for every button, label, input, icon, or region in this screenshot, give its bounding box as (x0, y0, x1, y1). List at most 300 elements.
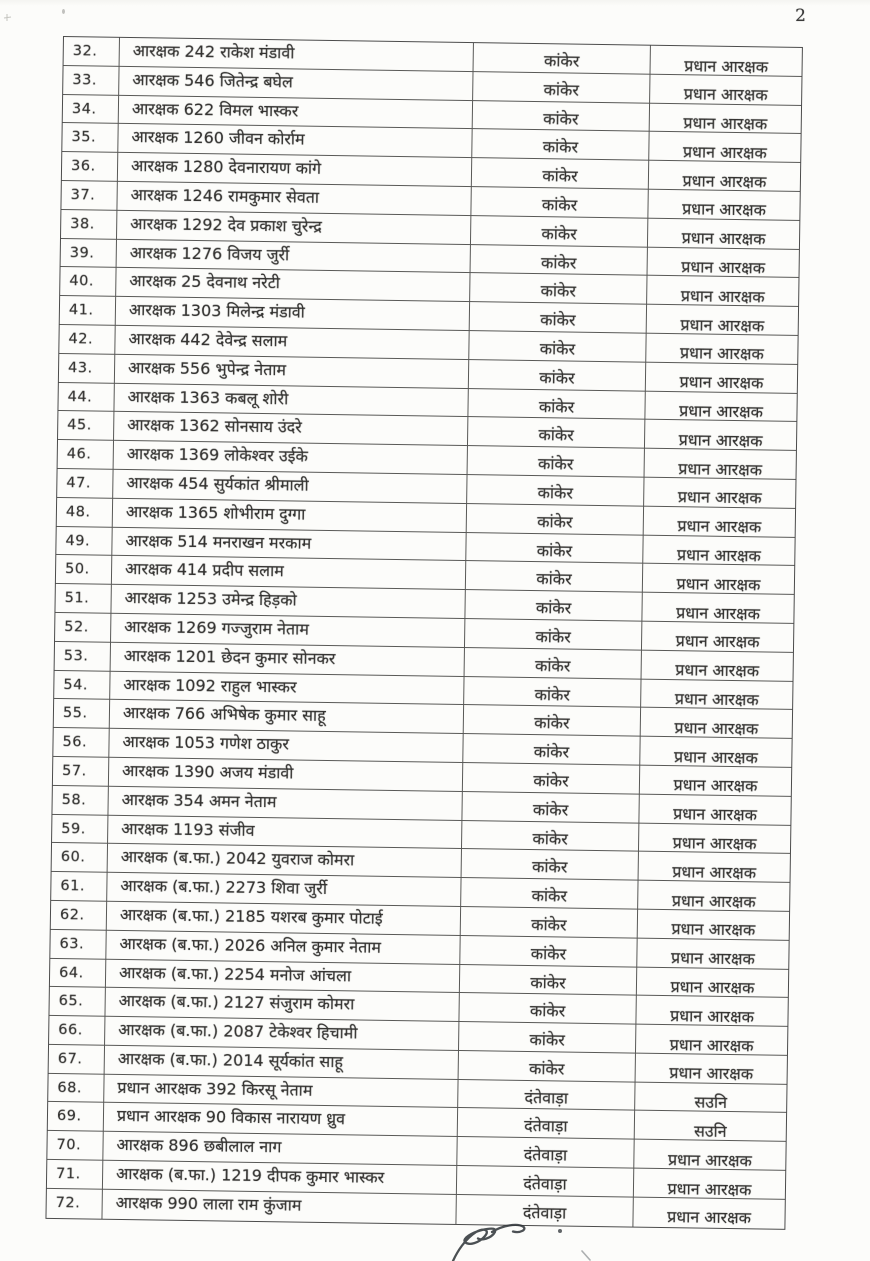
person-name-cell (118, 124, 472, 157)
promotion-rank: प्रधान आरक्षक (672, 861, 757, 883)
person-name-cell (115, 326, 469, 359)
serial-number: 37. (70, 187, 96, 204)
promotion-rank: प्रधान आरक्षक (682, 142, 767, 163)
promotion-rank: प्रधान आरक्षक (675, 660, 760, 681)
person-name-cell (114, 441, 468, 474)
serial-number: 47. (66, 475, 92, 492)
district: कांकेर (533, 770, 569, 791)
district-cell (468, 446, 645, 476)
district-cell (466, 533, 643, 563)
promotion-rank: प्रधान आरक्षक (673, 746, 758, 768)
district: कांकेर (535, 598, 572, 618)
serial-number: 33. (72, 71, 98, 89)
serial-number: 50. (64, 561, 90, 578)
person-name: आरक्षक 514 मनराखन मरकाम (125, 530, 312, 553)
person-name: आरक्षक 1246 रामकुमार सेवता (130, 185, 320, 207)
rank-cell (649, 161, 800, 191)
person-name-cell (107, 902, 461, 935)
person-name: आरक्षक (ब.फा.) 2127 संजुराम कोमरा (118, 991, 355, 1014)
district: दंतेवाड़ा (524, 1116, 568, 1137)
serial-number-cell (60, 296, 116, 325)
person-name: प्रधान आरक्षक 90 विकास नारायण ध्रुव (116, 1106, 346, 1129)
serial-number-cell (54, 699, 110, 728)
serial-number-cell (63, 66, 119, 95)
district-cell (458, 1108, 635, 1138)
serial-number: 44. (67, 388, 93, 406)
serial-number-cell (58, 411, 114, 440)
person-name-cell (102, 1190, 456, 1224)
district: दंतेवाड़ा (524, 1087, 569, 1108)
person-name: आरक्षक 556 भुपेन्द्र नेताम (127, 357, 287, 380)
promotion-rank: प्रधान आरक्षक (682, 170, 767, 192)
person-name: आरक्षक (ब.फा.) 2185 यशरब कुमार पोटाई (119, 904, 383, 928)
rank-cell (635, 1111, 786, 1141)
person-name-cell (108, 815, 462, 848)
promotion-rank: प्रधान आरक्षक (681, 257, 766, 278)
person-name: आरक्षक 242 राकेश मंडावी (132, 41, 295, 63)
promotion-rank: प्रधान आरक्षक (679, 401, 763, 422)
person-name: आरक्षक 1280 देवनारायण कांगे (130, 156, 322, 179)
district: कांकेर (543, 108, 579, 129)
district-cell (465, 648, 642, 678)
person-name: आरक्षक 1253 उमेन्द्र हिड़को (124, 588, 297, 610)
serial-number-cell (57, 498, 113, 527)
rank-cell (639, 794, 790, 824)
serial-number-cell (50, 958, 106, 987)
person-name: आरक्षक 1362 सोनसाय उंदरे (127, 415, 302, 437)
serial-number: 56. (62, 734, 88, 751)
promotion-rank: प्रधान आरक्षक (683, 113, 768, 134)
serial-number: 63. (59, 935, 85, 953)
person-name-cell (111, 585, 465, 618)
serial-number-cell (56, 555, 112, 584)
person-name-cell (114, 383, 468, 416)
district-cell (474, 43, 651, 73)
serial-number-cell (53, 757, 109, 786)
promotion-rank: प्रधान आरक्षक (675, 631, 760, 652)
district-cell (464, 705, 641, 735)
district-cell (469, 331, 646, 361)
serial-number-cell (62, 123, 118, 152)
person-name: आरक्षक 990 लाला राम कुंजाम (115, 1192, 302, 1215)
serial-number-cell (56, 527, 112, 556)
person-name-cell (116, 268, 470, 301)
district: कांकेर (534, 655, 571, 676)
promotion-rank: प्रधान आरक्षक (674, 717, 759, 739)
rank-cell (644, 506, 795, 536)
district-cell (462, 821, 639, 851)
serial-number: 60. (60, 849, 86, 866)
rank-cell (633, 1197, 784, 1228)
serial-number: 49. (65, 532, 91, 550)
rank-cell (647, 305, 798, 335)
promotion-rank: प्रधान आरक्षक (684, 55, 769, 76)
rank-cell (637, 967, 788, 997)
district: कांकेर (535, 627, 571, 647)
person-name: आरक्षक 1369 लोकेश्वर उईके (126, 444, 309, 466)
person-name-cell (112, 556, 466, 589)
rank-cell (634, 1169, 785, 1199)
serial-number: 72. (55, 1194, 81, 1212)
district-cell (465, 619, 642, 649)
person-name-cell (115, 355, 469, 388)
promotion-rank: प्रधान आरक्षक (680, 286, 765, 307)
person-name-cell (119, 67, 473, 100)
person-name: आरक्षक 1292 देव प्रकाश चुरेन्द्र (130, 213, 323, 236)
district-cell (465, 590, 642, 620)
promotion-rank: प्रधान आरक्षक (676, 574, 761, 595)
serial-number: 46. (66, 446, 92, 463)
person-name-cell (120, 38, 474, 71)
person-name: आरक्षक 1363 कबलू शोरी (127, 386, 289, 408)
serial-number-cell (49, 1045, 105, 1074)
district: कांकेर (533, 742, 570, 762)
district: कांकेर (531, 914, 567, 935)
person-name-cell (105, 1017, 459, 1050)
promotion-rank: प्रधान आरक्षक (683, 84, 768, 105)
district-cell (457, 1166, 634, 1196)
serial-number-cell (50, 930, 106, 959)
district-cell (457, 1137, 634, 1167)
district-cell (473, 72, 650, 102)
serial-number: 71. (55, 1166, 81, 1183)
person-name-cell (118, 153, 472, 186)
serial-number: 34. (71, 100, 97, 118)
serial-number: 57. (61, 762, 87, 780)
district-cell (466, 561, 643, 591)
rank-cell (638, 910, 789, 940)
district: कांकेर (531, 886, 568, 906)
serial-number-cell (58, 383, 114, 412)
rank-cell (640, 737, 791, 767)
person-name: आरक्षक 1269 गज्जुराम नेताम (124, 616, 310, 639)
serial-number-cell (52, 786, 108, 815)
rank-cell (644, 478, 795, 508)
person-name: आरक्षक 1260 जीवन कोर्राम (131, 127, 305, 149)
district-cell (464, 677, 641, 707)
rank-cell (650, 103, 801, 133)
promotion-rank: प्रधान आरक्षक (677, 516, 762, 537)
district-cell (470, 302, 647, 332)
person-name: आरक्षक 1053 गणेश ठाकुर (122, 732, 290, 754)
person-name: आरक्षक 1276 विजय जुर्री (129, 242, 290, 264)
person-name: आरक्षक 546 जितेन्द्र बघेल (132, 69, 293, 92)
person-name: आरक्षक 1365 शोभीराम दुग्गा (125, 501, 306, 524)
rank-cell (648, 247, 799, 277)
district: कांकेर (536, 540, 573, 561)
serial-number-cell (55, 613, 111, 642)
promotion-rank: प्रधान आरक्षक (667, 1149, 752, 1171)
person-name: आरक्षक 414 प्रदीप सलाम (124, 559, 284, 581)
district: दंतेवाड़ा (523, 1145, 568, 1165)
serial-number: 70. (56, 1137, 82, 1154)
promotion-rank: प्रधान आरक्षक (678, 458, 763, 480)
district-cell (471, 187, 648, 217)
district-cell (458, 1080, 635, 1110)
promotion-rank: प्रधान आरक्षक (677, 487, 762, 508)
person-name: आरक्षक 1390 अजय मंडावी (121, 760, 294, 783)
rank-cell (636, 1054, 787, 1084)
scan-speck-icon (3, 13, 12, 22)
district: कांकेर (532, 799, 569, 820)
district-cell (471, 245, 648, 275)
serial-number-cell (63, 95, 119, 124)
rank-cell (645, 391, 796, 421)
serial-number: 58. (61, 791, 87, 809)
rank-cell (645, 420, 796, 450)
page-number: 2 (795, 6, 806, 26)
rank-cell (643, 535, 794, 565)
rank-cell (647, 276, 798, 306)
serial-number: 69. (56, 1108, 82, 1125)
serial-number: 41. (68, 302, 94, 319)
person-name-cell (104, 1074, 458, 1107)
rank-cell (638, 881, 789, 911)
district-cell (459, 993, 636, 1023)
serial-number-cell (55, 584, 111, 613)
promotion-rank: प्रधान आरक्षक (680, 314, 765, 336)
person-name-cell (109, 758, 463, 791)
district: कांकेर (534, 713, 570, 733)
person-name-cell (113, 470, 467, 503)
serial-number-cell (60, 267, 116, 296)
rank-cell (646, 362, 797, 392)
district-cell (470, 273, 647, 303)
person-name-cell (106, 930, 460, 963)
serial-number: 67. (57, 1050, 83, 1068)
promotion-rank: सउनि (694, 1092, 728, 1113)
rank-cell (634, 1140, 785, 1170)
person-name: आरक्षक (ब.फा.) 2026 अनिल कुमार नेताम (119, 933, 382, 957)
promotion-rank: प्रधान आरक्षक (667, 1178, 752, 1199)
person-name-cell (108, 844, 462, 877)
person-name-cell (117, 182, 471, 215)
promotion-rank: प्रधान आरक्षक (671, 890, 756, 911)
person-name-cell (113, 499, 467, 532)
serial-number: 39. (69, 244, 95, 262)
district: कांकेर (540, 252, 577, 273)
serial-number-cell (59, 325, 115, 354)
promotion-rank: प्रधान आरक्षक (681, 228, 766, 249)
person-name-cell (110, 700, 464, 733)
serial-number-cell (54, 670, 110, 699)
district-cell (472, 158, 649, 188)
serial-number-cell (61, 181, 117, 210)
serial-number-cell (55, 642, 111, 671)
district: कांकेर (532, 828, 568, 849)
rank-cell (650, 75, 801, 105)
rank-cell (646, 334, 797, 364)
rank-cell (637, 938, 788, 968)
promotion-rank: प्रधान आरक्षक (681, 199, 766, 220)
serial-number: 36. (70, 158, 96, 175)
serial-number-cell (57, 469, 113, 498)
serial-number-cell (61, 210, 117, 239)
promotion-rank: प्रधान आरक्षक (679, 343, 764, 364)
district-cell (472, 129, 649, 159)
person-name-cell (105, 988, 459, 1021)
person-name: आरक्षक 1303 मिलेन्द्र मंडावी (128, 300, 306, 322)
serial-number-cell (59, 354, 115, 383)
serial-number-cell (61, 239, 117, 268)
serial-number-cell (52, 843, 108, 872)
district: कांकेर (538, 396, 575, 417)
serial-number: 40. (69, 273, 95, 290)
rank-cell (640, 766, 791, 796)
person-name: आरक्षक (ब.फा.) 2014 सूर्यकांत साहू (117, 1048, 344, 1072)
serial-number: 35. (71, 129, 97, 146)
personnel-promotion-table (45, 36, 802, 1230)
person-name: आरक्षक (ब.फा.) 2273 शिवा जुर्री (120, 876, 328, 899)
person-name-cell (114, 412, 468, 445)
serial-number-cell (62, 152, 118, 181)
district: कांकेर (537, 511, 573, 532)
scan-speck-icon (62, 9, 65, 14)
person-name: आरक्षक 25 देवनाथ नरेटी (129, 271, 281, 293)
promotion-rank: प्रधान आरक्षक (667, 1207, 752, 1228)
serial-number-cell (53, 728, 109, 757)
person-name-cell (117, 211, 471, 244)
person-name-cell (107, 873, 461, 906)
district: कांकेर (529, 1030, 565, 1050)
serial-number: 66. (58, 1022, 83, 1039)
serial-number: 64. (58, 964, 84, 981)
district: कांकेर (541, 223, 577, 244)
promotion-rank: प्रधान आरक्षक (672, 833, 757, 854)
district-cell (467, 504, 644, 534)
rank-cell (648, 218, 799, 248)
rank-cell (643, 564, 794, 594)
promotion-rank: प्रधान आरक्षक (671, 919, 756, 940)
serial-number-cell (47, 1160, 103, 1189)
district-cell (463, 763, 640, 793)
district: दंतेवाड़ा (522, 1202, 567, 1223)
district-cell (463, 734, 640, 764)
serial-number-cell (48, 1074, 104, 1103)
person-name: आरक्षक 1193 संजीव (121, 818, 255, 840)
rank-cell (642, 622, 793, 652)
district-cell (469, 360, 646, 390)
serial-number-cell (51, 901, 107, 930)
serial-number: 43. (67, 359, 93, 377)
person-name-cell (117, 239, 471, 272)
district-cell (471, 216, 648, 246)
promotion-rank: प्रधान आरक्षक (673, 775, 758, 796)
district: कांकेर (541, 195, 578, 215)
person-name-cell (109, 729, 463, 762)
rank-cell (641, 679, 792, 709)
district-cell (459, 1022, 636, 1052)
serial-number-cell (51, 872, 107, 901)
person-name: आरक्षक 354 अमन नेताम (121, 789, 277, 811)
serial-number: 32. (72, 43, 98, 60)
promotion-rank: प्रधान आरक्षक (670, 948, 755, 969)
district: कांकेर (529, 1001, 566, 1021)
person-name: आरक्षक 896 छबीलाल नाग (116, 1135, 282, 1157)
person-name-cell (108, 786, 462, 819)
person-name: आरक्षक 454 सुर्यकांत श्रीमाली (126, 472, 309, 495)
district-cell (467, 475, 644, 505)
serial-number: 62. (59, 906, 85, 924)
district-cell (462, 849, 639, 879)
district: कांकेर (530, 972, 566, 993)
district: कांकेर (539, 339, 576, 359)
rank-cell (635, 1082, 786, 1112)
district-cell (468, 389, 645, 419)
person-name-cell (105, 1046, 459, 1079)
district-cell (460, 964, 637, 994)
promotion-rank: प्रधान आरक्षक (676, 545, 761, 566)
rank-cell (645, 449, 796, 479)
person-name-cell (112, 527, 466, 560)
serial-number: 59. (61, 820, 86, 837)
serial-number-cell (48, 1102, 104, 1131)
person-name-cell (111, 614, 465, 647)
rank-cell (642, 650, 793, 680)
promotion-rank: प्रधान आरक्षक (676, 602, 761, 624)
district: कांकेर (537, 483, 574, 503)
person-name-cell (110, 671, 464, 704)
handwritten-signature-icon (432, 1219, 622, 1261)
district-cell (461, 878, 638, 908)
serial-number-cell (49, 987, 105, 1016)
person-name: आरक्षक (ब.फा.) 2254 मनोज आंचला (118, 962, 352, 985)
person-name: आरक्षक 1092 राहुल भास्कर (123, 674, 297, 697)
rank-cell (636, 1025, 787, 1055)
district: कांकेर (542, 137, 579, 158)
rank-cell (636, 996, 787, 1026)
district-cell (461, 907, 638, 937)
serial-number: 68. (57, 1079, 83, 1097)
district: कांकेर (543, 51, 580, 71)
rank-cell (649, 132, 800, 162)
serial-number: 38. (70, 215, 95, 233)
person-name-cell (111, 643, 465, 676)
person-name: आरक्षक 1201 छेदन कुमार सोनकर (123, 645, 336, 668)
person-name: आरक्षक 442 देवेन्द्र सलाम (128, 328, 288, 351)
person-name: आरक्षक 766 अभिषेक कुमार साहू (122, 703, 326, 726)
person-name-cell (103, 1132, 457, 1165)
person-name: आरक्षक (ब.फा.) 1219 दीपक कुमार भास्कर (115, 1163, 385, 1187)
district: कांकेर (531, 857, 568, 877)
district: दंतेवाड़ा (523, 1174, 567, 1194)
person-name-cell (103, 1161, 457, 1194)
district: कांकेर (536, 569, 572, 589)
promotion-rank: प्रधान आरक्षक (679, 372, 764, 393)
rank-cell (642, 593, 793, 623)
district: कांकेर (538, 425, 574, 445)
person-name: आरक्षक (ब.फा.) 2087 टेकेश्वर हिचामी (118, 1020, 358, 1043)
person-name: आरक्षक (ब.फा.) 2042 युवराज कोमरा (120, 847, 355, 870)
serial-number-cell (64, 37, 120, 66)
district: कांकेर (540, 310, 576, 330)
promotion-rank: प्रधान आरक्षक (673, 804, 758, 825)
rank-cell (651, 46, 802, 76)
person-name-cell (106, 959, 460, 992)
person-name: प्रधान आरक्षक 392 किरसू नेताम (117, 1077, 313, 1100)
serial-number: 42. (68, 331, 94, 348)
rank-cell (641, 708, 792, 738)
serial-number-cell (49, 1016, 105, 1045)
promotion-rank: प्रधान आरक्षक (669, 1063, 754, 1084)
district: कांकेर (542, 166, 578, 186)
serial-number: 48. (65, 503, 91, 521)
serial-number: 55. (62, 705, 88, 722)
person-name-cell (104, 1103, 458, 1136)
promotion-rank: प्रधान आरक्षक (674, 689, 759, 710)
serial-number: 45. (67, 417, 92, 434)
promotion-rank: प्रधान आरक्षक (678, 430, 763, 451)
